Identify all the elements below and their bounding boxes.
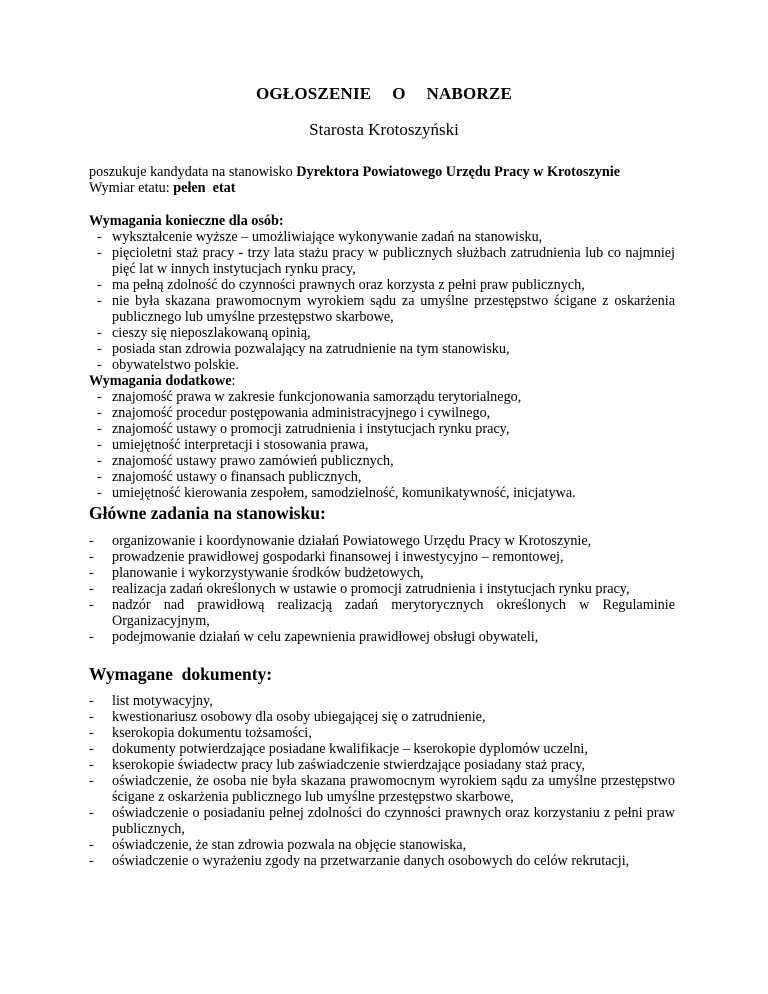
additional-item: - znajomość ustawy o finansach publicznych, xyxy=(89,469,675,485)
etat-label: Wymiar etatu: xyxy=(89,180,174,196)
additional-item: - znajomość ustawy prawo zamówień publicznych, xyxy=(89,453,675,469)
document-item: - oświadczenie, że stan zdrowia pozwala na objęcie stanowiska, xyxy=(89,837,675,853)
additional-heading: Wymagania dodatkowe xyxy=(89,373,232,389)
document-item: - oświadczenie o wyrażeniu zgody na przetwarzanie danych osobowych do celów rekrutacji, xyxy=(89,853,675,869)
document-body xyxy=(89,164,675,869)
document-title: OGŁOSZENIE O NABORZE xyxy=(255,84,513,103)
task-item: - organizowanie i koordynowanie działań Powiatowego Urzędu Pracy w Krotoszynie, xyxy=(89,533,675,549)
required-item: - obywatelstwo polskie. xyxy=(89,357,675,373)
document-item: - kserokopia dokumentu tożsamości, xyxy=(89,725,675,741)
required-item: - nie była skazana prawomocnym wyrokiem sądu za umyślne przestępstwo ścigane z oskarżenia publicznego lub umyślne przestępstwo skarbowe, xyxy=(89,293,675,325)
document-item: - oświadczenie o posiadaniu pełnej zdolności do czynności prawnych oraz korzystaniu z pełni praw publicznych, xyxy=(89,805,675,837)
additional-item: - umiejętność interpretacji i stosowania prawa, xyxy=(89,437,675,453)
document-item: - oświadczenie, że osoba nie była skazana prawomocnym wyrokiem sądu za umyślne przestępstwo ścigane z oskarżenia publicznego lub umyślne przestępstwo skarbowe, xyxy=(89,773,675,805)
tasks-heading: Główne zadania na stanowisku: xyxy=(89,503,326,523)
document-subtitle: Starosta Krotoszyński xyxy=(309,120,459,139)
intro-line xyxy=(89,164,675,180)
required-item: - wykształcenie wyższe – umożliwiające wykonywanie zadań na stanowisku, xyxy=(89,229,675,245)
task-item: - prowadzenie prawidłowej gospodarki finansowej i inwestycyjno – remontowej, xyxy=(89,549,675,565)
required-item: - ma pełną zdolność do czynności prawnych oraz korzysta z pełni praw publicznych, xyxy=(89,277,675,293)
additional-list xyxy=(89,389,675,501)
etat-line xyxy=(89,180,675,196)
required-item: - posiada stan zdrowia pozwalający na zatrudnienie na tym stanowisku, xyxy=(89,341,675,357)
intro-prefix: poszukuje kandydata na stanowisko xyxy=(89,164,297,180)
documents-heading: Wymagane dokumenty: xyxy=(89,664,273,684)
tasks-list xyxy=(89,533,675,645)
additional-colon: : xyxy=(231,373,236,389)
additional-item: - znajomość prawa w zakresie funkcjonowania samorządu terytorialnego, xyxy=(89,389,675,405)
additional-item: - umiejętność kierowania zespołem, samodzielność, komunikatywność, inicjatywa. xyxy=(89,485,675,501)
required-item: - pięcioletni staż pracy - trzy lata stażu pracy w publicznych służbach zatrudnienia lub co najmniej pięć lat w innych instytucjach rynku pracy, xyxy=(89,245,675,277)
document-item: - kserokopie świadectw pracy lub zaświadczenie stwierdzające posiadany staż pracy, xyxy=(89,757,675,773)
task-item: - realizacja zadań określonych w ustawie o promocji zatrudnienia i instytucjach rynku pracy, xyxy=(89,581,675,597)
document-item: - kwestionariusz osobowy dla osoby ubiegającej się o zatrudnienie, xyxy=(89,709,675,725)
required-list xyxy=(89,229,675,373)
task-item: - podejmowanie działań w celu zapewnienia prawidłowej obsługi obywateli, xyxy=(89,629,675,645)
position-name: Dyrektora Powiatowego Urzędu Pracy w Krotoszynie xyxy=(296,164,620,180)
required-item: - cieszy się nieposzlakowaną opinią, xyxy=(89,325,675,341)
additional-item: - znajomość procedur postępowania administracyjnego i cywilnego, xyxy=(89,405,675,421)
documents-list xyxy=(89,693,675,869)
task-item: - nadzór nad prawidłową realizacją zadań merytorycznych określonych w Regulaminie Organizacyjnym, xyxy=(89,597,675,629)
etat-value: pełen etat xyxy=(173,180,236,196)
required-heading: Wymagania konieczne dla osób: xyxy=(89,213,284,229)
additional-heading-line xyxy=(89,373,675,389)
task-item: - planowanie i wykorzystywanie środków budżetowych, xyxy=(89,565,675,581)
document-item: - list motywacyjny, xyxy=(89,693,675,709)
document-item: - dokumenty potwierdzające posiadane kwalifikacje – kserokopie dyplomów uczelni, xyxy=(89,741,675,757)
additional-item: - znajomość ustawy o promocji zatrudnienia i instytucjach rynku pracy, xyxy=(89,421,675,437)
